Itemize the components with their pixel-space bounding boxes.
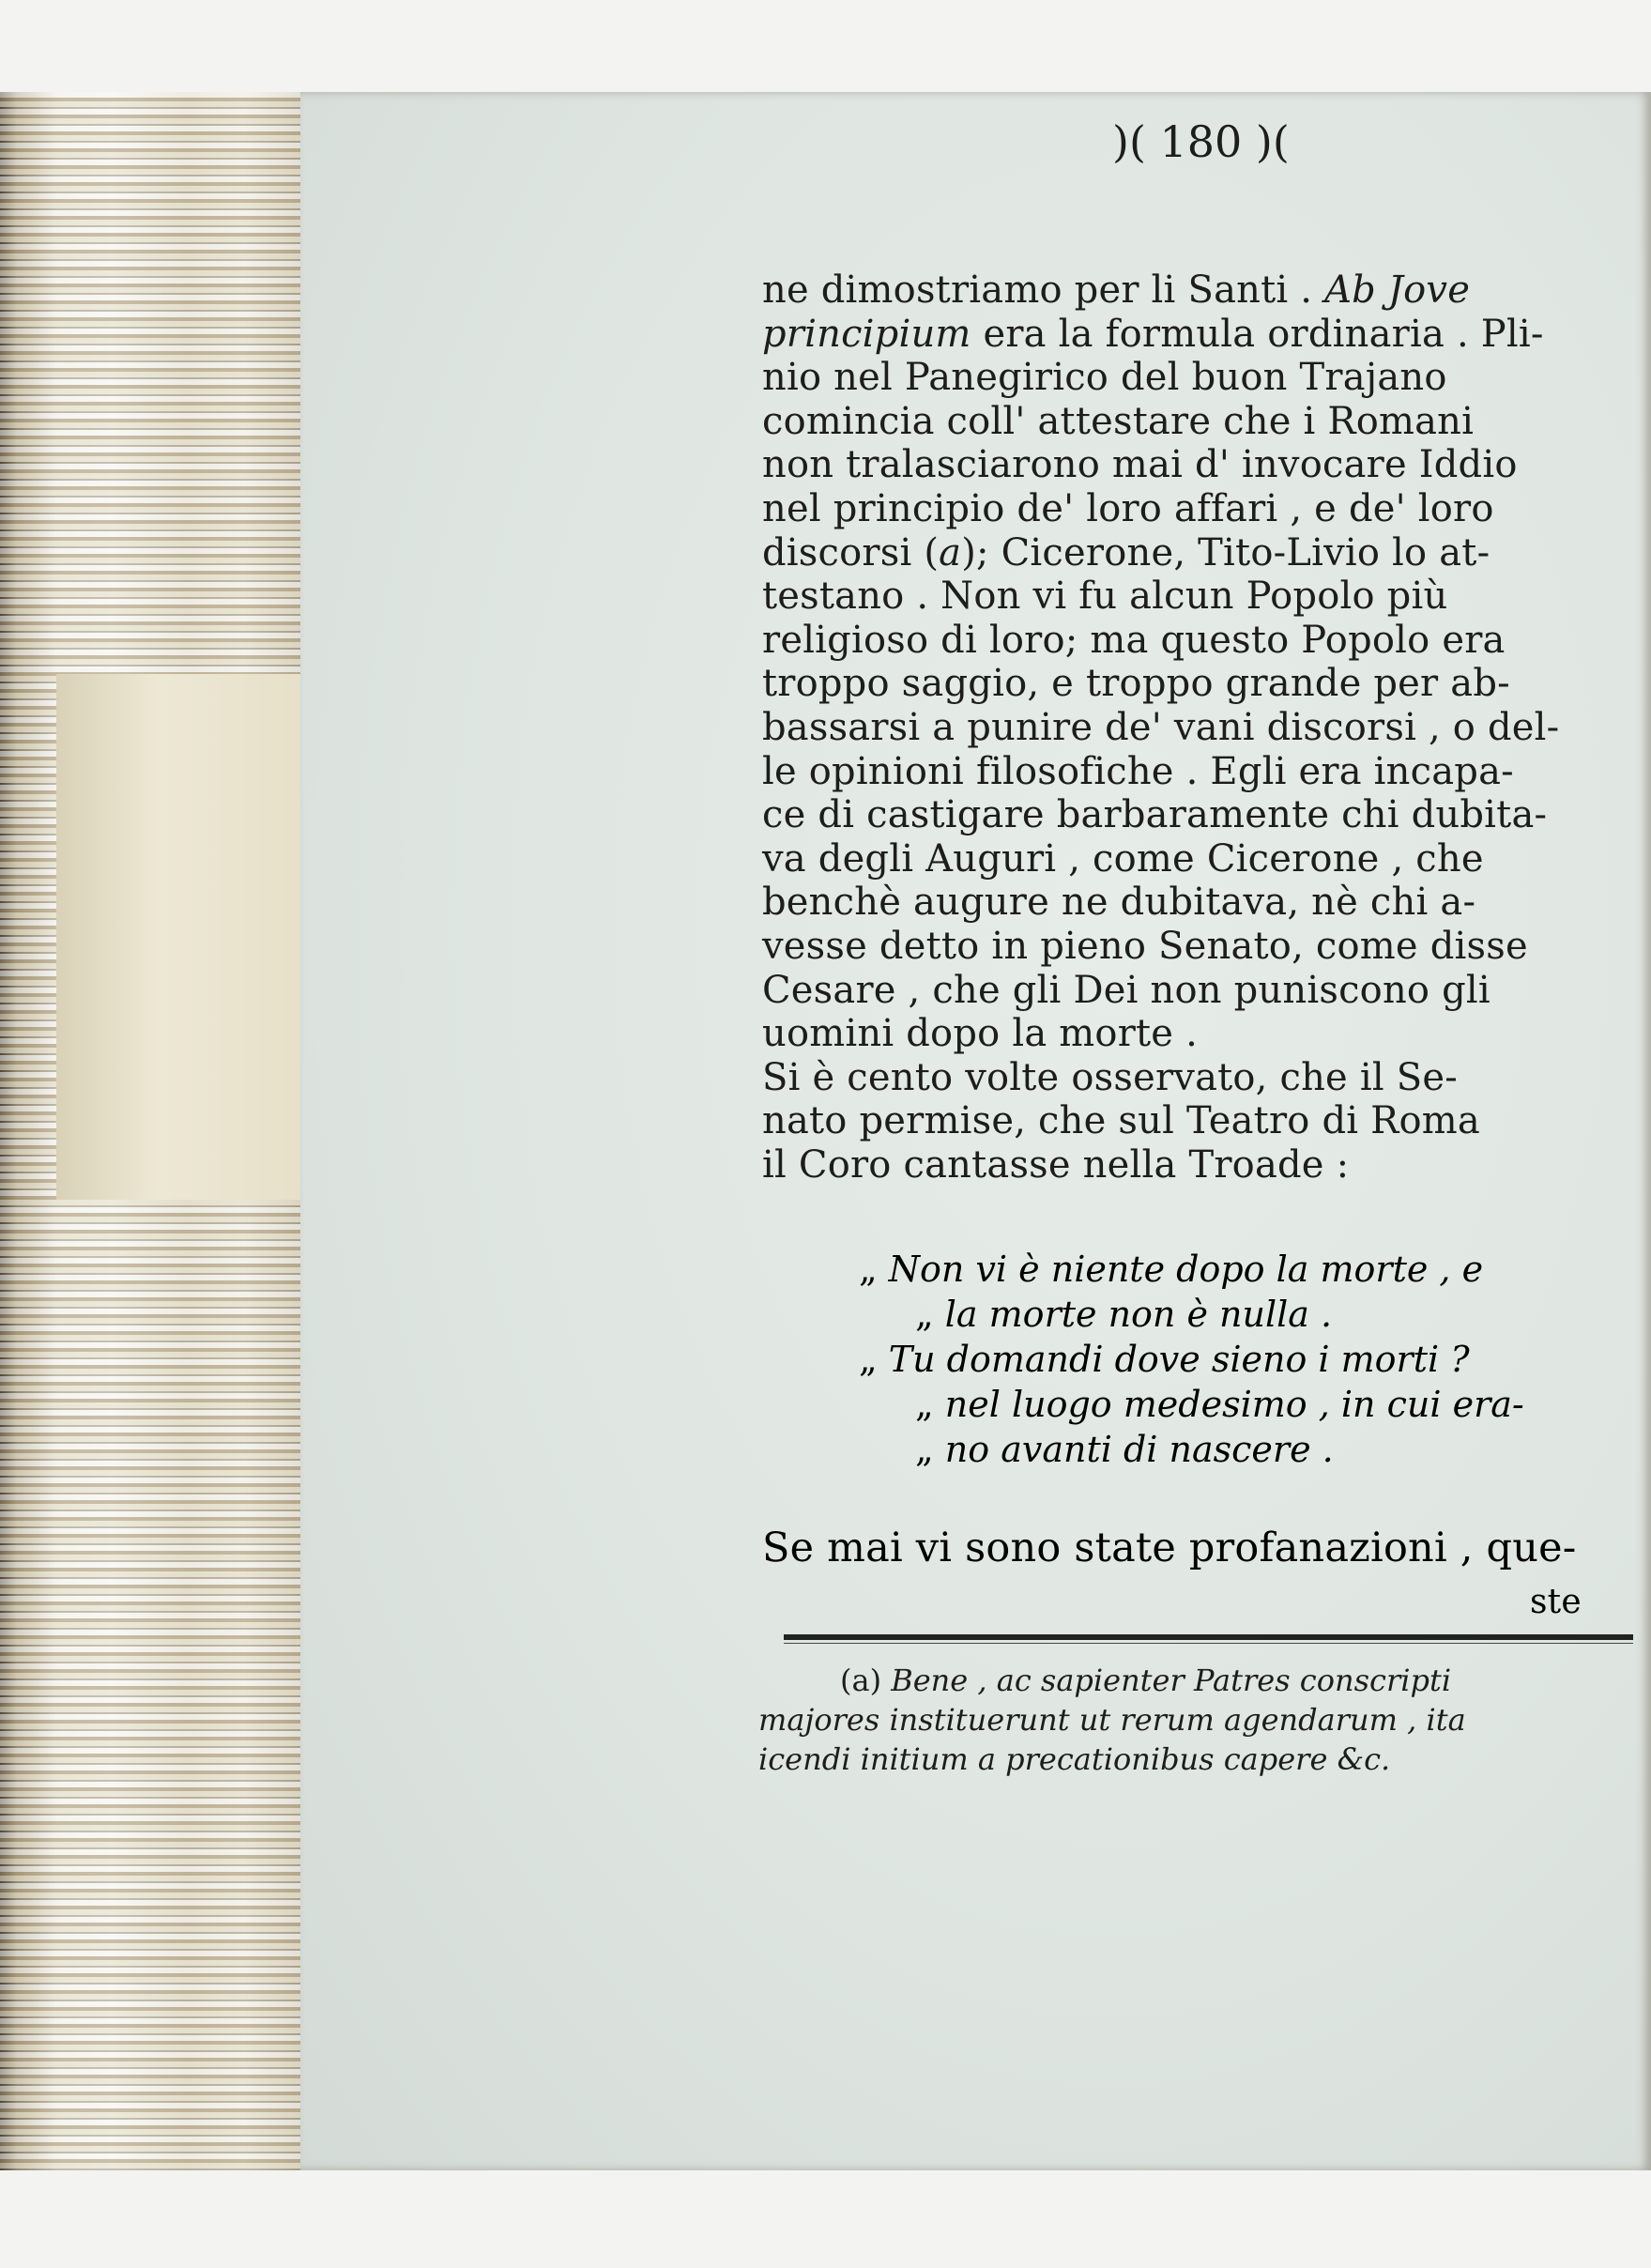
body-line-text: ce di castigare barbaramente chi dubita- bbox=[762, 793, 1548, 837]
body-line bbox=[762, 443, 1518, 486]
body-line-text: testano . Non vi fu alcun Popolo più bbox=[762, 575, 1448, 619]
body-line-text: va degli Auguri , come Cicerone , che bbox=[762, 836, 1484, 881]
body-line-text: vesse detto in pieno Senato, come disse bbox=[762, 925, 1528, 968]
body-line bbox=[762, 969, 1490, 1012]
body-line bbox=[762, 706, 1559, 749]
body-line bbox=[762, 925, 1528, 968]
verse-text: no avanti di nascere . bbox=[944, 1429, 1334, 1470]
closing-line: Se mai vi sono state profanazioni , que- bbox=[762, 1525, 1577, 1571]
body-line-text: nel principio de' loro affari , e de' loro bbox=[762, 487, 1494, 530]
body-line-text: nio nel Panegirico del buon Trajano bbox=[762, 356, 1447, 400]
verse-quote-mark: „ bbox=[915, 1384, 945, 1425]
body-line-italic: a bbox=[939, 530, 962, 575]
body-line bbox=[762, 793, 1547, 836]
verse-line bbox=[915, 1384, 1524, 1425]
verse-quote-mark: „ bbox=[915, 1429, 945, 1470]
body-line bbox=[762, 1143, 1349, 1187]
verse-quote-mark: „ bbox=[859, 1339, 889, 1380]
body-line bbox=[762, 1012, 1198, 1055]
body-line bbox=[762, 837, 1484, 881]
body-line-text: comincia coll' attestare che i Romani bbox=[762, 399, 1475, 443]
page-number: )( 180 )( bbox=[1112, 116, 1290, 167]
footnote-marker: (a) bbox=[840, 1663, 892, 1698]
body-line-text: nato permise, che sul Teatro di Roma bbox=[762, 1099, 1480, 1143]
body-line-text: ne dimostriamo per li Santi . bbox=[762, 268, 1325, 312]
body-line-italic: principium bbox=[762, 312, 971, 356]
footnote-rule bbox=[784, 1634, 1633, 1640]
verse-quote-mark: „ bbox=[915, 1294, 945, 1335]
body-line bbox=[762, 313, 1544, 356]
verse-line bbox=[859, 1249, 1483, 1290]
verse-text: Tu domandi dove sieno i morti ? bbox=[888, 1339, 1470, 1380]
footnote-text: majores instituerunt ut rerum agendarum , ita bbox=[758, 1702, 1466, 1738]
body-line bbox=[762, 662, 1510, 705]
verse-line bbox=[915, 1429, 1334, 1470]
body-line-text: discorsi ( bbox=[762, 530, 940, 575]
body-line bbox=[762, 881, 1475, 924]
footnote-line bbox=[758, 1740, 1390, 1778]
catchword: ste bbox=[1530, 1583, 1582, 1621]
footnote-line bbox=[758, 1701, 1466, 1739]
body-line bbox=[762, 619, 1506, 662]
bottom-margin bbox=[0, 2170, 1651, 2268]
body-line-text: troppo saggio, e troppo grande per ab- bbox=[762, 662, 1510, 706]
body-line-text: Cesare , che gli Dei non puniscono gli bbox=[762, 968, 1490, 1012]
footnote-text: icendi initium a precationibus capere &c. bbox=[758, 1741, 1391, 1777]
footnote-line bbox=[840, 1662, 1451, 1699]
body-line bbox=[762, 750, 1514, 793]
body-line-text: ); Cicerone, Tito-Livio lo at- bbox=[961, 530, 1490, 575]
body-line bbox=[762, 356, 1447, 399]
body-line-text: il Coro cantasse nella Troade : bbox=[762, 1143, 1350, 1187]
body-line-italic: Ab Jove bbox=[1324, 268, 1471, 312]
verse-line bbox=[859, 1339, 1470, 1380]
body-line-text: era la formula ordinaria . Pli- bbox=[971, 312, 1544, 356]
verse-quote-mark: „ bbox=[859, 1249, 889, 1290]
body-line bbox=[762, 1056, 1458, 1099]
footnote-text: Bene , ac sapienter Patres conscripti bbox=[891, 1663, 1452, 1698]
verse-line bbox=[915, 1294, 1332, 1335]
body-line-text: Si è cento volte osservato, che il Se- bbox=[762, 1055, 1458, 1099]
body-line bbox=[762, 1099, 1480, 1142]
footnote-rule-thin bbox=[784, 1643, 1633, 1644]
body-line-text: non tralasciarono mai d' invocare Iddio bbox=[762, 443, 1518, 487]
body-line bbox=[762, 400, 1474, 443]
body-line-text: le opinioni filosofiche . Egli era incapa- bbox=[762, 749, 1514, 793]
body-line-text: bassarsi a punire de' vani discorsi , o del- bbox=[762, 706, 1560, 749]
body-line bbox=[762, 531, 1490, 575]
verse-text: nel luogo medesimo , in cui era- bbox=[944, 1384, 1524, 1425]
verse-text: Non vi è niente dopo la morte , e bbox=[888, 1249, 1484, 1290]
body-line-text: religioso di loro; ma questo Popolo era bbox=[762, 618, 1506, 662]
verse-text: la morte non è nulla . bbox=[944, 1294, 1333, 1335]
body-line-text: benchè augure ne dubitava, nè chi a- bbox=[762, 881, 1476, 925]
book-fore-edge-band bbox=[56, 674, 310, 1200]
body-line bbox=[762, 268, 1470, 312]
body-line-text: uomini dopo la morte . bbox=[762, 1012, 1198, 1056]
body-line bbox=[762, 575, 1447, 618]
body-line bbox=[762, 487, 1494, 530]
